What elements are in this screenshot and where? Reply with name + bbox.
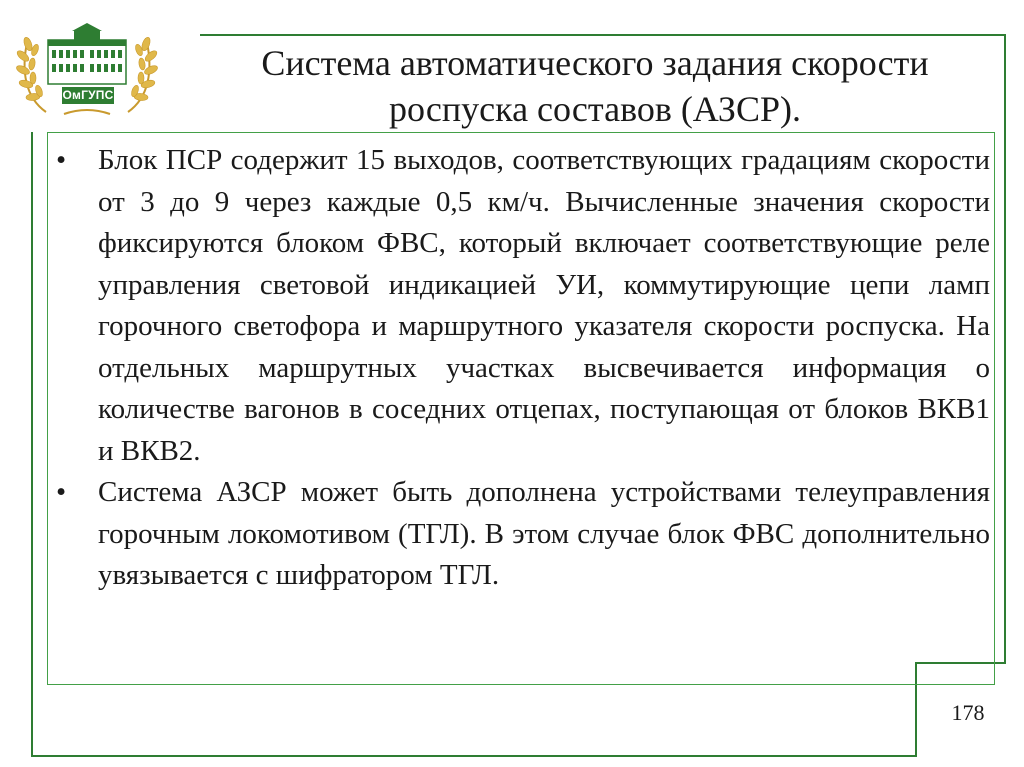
page-number: 178 bbox=[951, 700, 985, 725]
bullet-item bbox=[56, 472, 990, 597]
bullet-list bbox=[56, 140, 990, 597]
frame-top-line bbox=[200, 34, 1006, 36]
bullet-marker: • bbox=[56, 476, 67, 508]
slide-title-line-1: Система автоматического задания скорости bbox=[261, 43, 929, 83]
frame-right-line bbox=[1004, 34, 1006, 662]
university-building-laurel-icon bbox=[12, 14, 162, 124]
frame-bottom-line bbox=[31, 755, 917, 757]
logo-text: ОмГУПС bbox=[62, 88, 114, 102]
bullet-item bbox=[56, 140, 990, 472]
bullet-marker: • bbox=[56, 144, 67, 176]
slide-title-line-2: роспуска составов (АЗСР). bbox=[389, 89, 801, 129]
bullet-text: Блок ПСР содержит 15 выходов, соответствующих градациям скорости от 3 до 9 через каждые 0,5 км/ч. Вычисленные значения скорости фиксируются блоком ФВС, который включает соответствующие реле управления световой индикацией УИ, коммутирующие цепи ламп горочного светофора и маршрутного указателя скорости роспуска. На отдельных маршрутных участках высвечивается информация о количестве вагонов в соседних отцепах, поступающая от блоков ВКВ1 и ВКВ2. bbox=[98, 144, 990, 467]
omgups-logo bbox=[12, 14, 162, 124]
bullet-text: Система АЗСР может быть дополнена устройствами телеуправления горочным локомотивом (ТГЛ). В этом случае блок ФВС дополнительно увязывается с шифратором ТГЛ. bbox=[98, 476, 990, 591]
slide-title bbox=[200, 40, 990, 132]
frame-left-line bbox=[31, 132, 33, 757]
